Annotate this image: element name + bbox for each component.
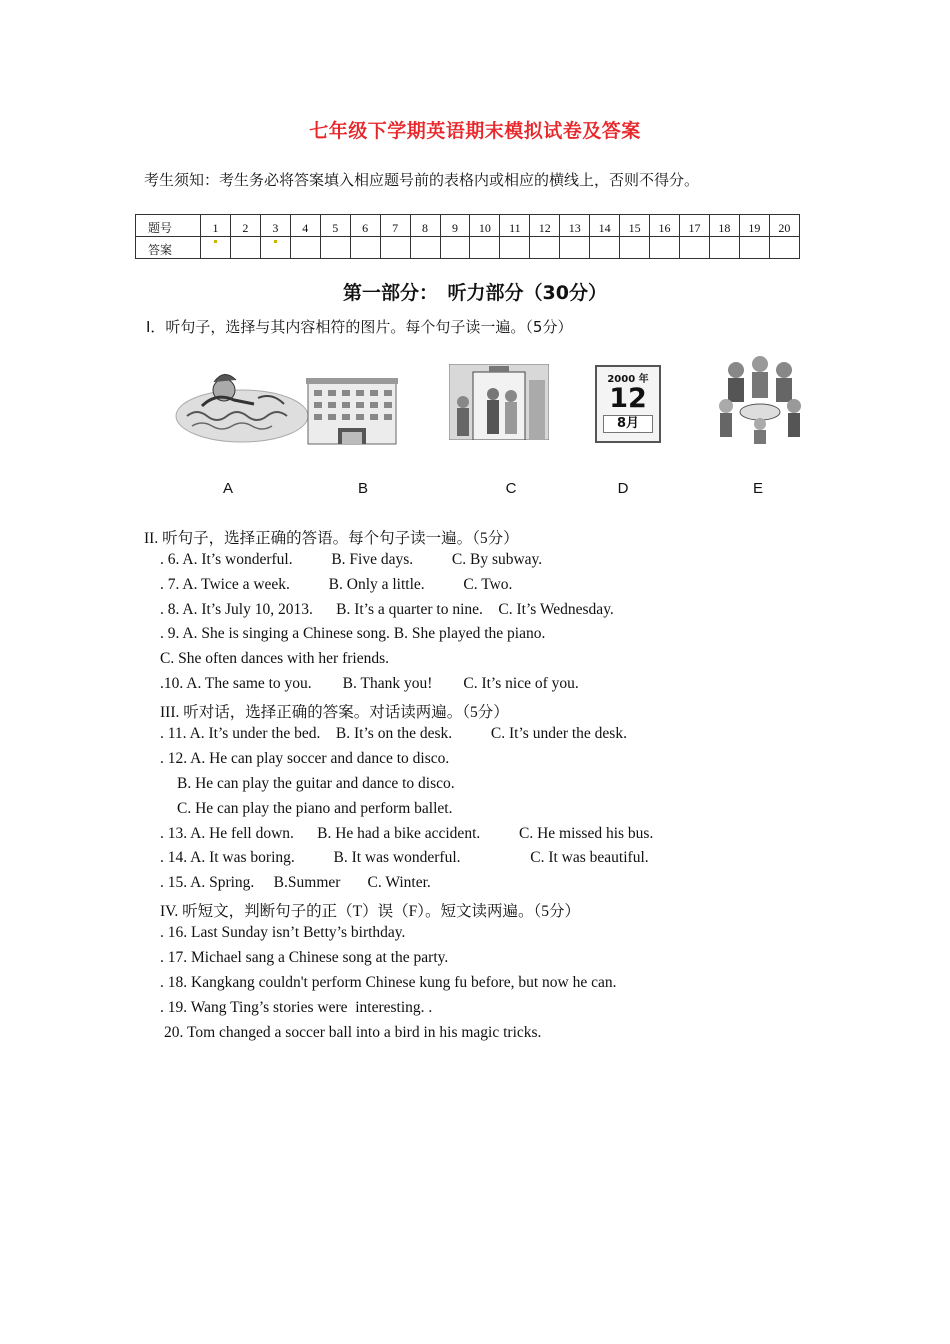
qnum: 20 xyxy=(769,215,799,237)
answer-table xyxy=(135,214,800,259)
calendar-year: 2000 年 xyxy=(607,374,649,385)
qnum: 3 xyxy=(260,215,290,237)
question-16: . 16. Last Sunday isn’t Betty’s birthday. xyxy=(160,924,406,941)
answer-cell[interactable] xyxy=(530,237,560,259)
question-10: .10. A. The same to you. B. Thank you! C. It’s nice of you. xyxy=(160,675,579,692)
answer-cell[interactable] xyxy=(201,237,231,259)
answer-cell[interactable] xyxy=(440,237,470,259)
part-one-heading: 第一部分： 听力部分（30分） xyxy=(343,282,607,304)
question-9: . 9. A. She is singing a Chinese song. B. She played the piano. xyxy=(160,625,546,642)
picture-label-e: E xyxy=(752,480,763,497)
question-14: . 14. A. It was boring. B. It was wonderful. C. It was beautiful. xyxy=(160,849,649,866)
qnum: 19 xyxy=(739,215,769,237)
question-19: . 19. Wang Ting’s stories were interesting. . xyxy=(160,999,433,1016)
qnum: 13 xyxy=(560,215,590,237)
exam-notice: 考生须知：考生务必将答案填入相应题号前的表格内或相应的横线上，否则不得分。 xyxy=(144,171,700,189)
question-12-option-c: C. He can play the piano and perform ballet. xyxy=(177,800,453,817)
question-8: . 8. A. It’s July 10, 2013. B. It’s a quarter to nine. C. It’s Wednesday. xyxy=(160,601,614,618)
qnum: 8 xyxy=(410,215,440,237)
qnum: 12 xyxy=(530,215,560,237)
document-title: 七年级下学期英语期末模拟试卷及答案 xyxy=(309,120,641,142)
picture-e-group-people xyxy=(712,352,808,444)
qnum: 7 xyxy=(380,215,410,237)
answer-cell[interactable] xyxy=(590,237,620,259)
calendar-month: 8月 xyxy=(603,415,653,433)
picture-d-calendar xyxy=(595,365,661,443)
question-11: . 11. A. It’s under the bed. B. It’s on the desk. C. It’s under the desk. xyxy=(160,725,627,742)
question-20: 20. Tom changed a soccer ball into a bird in his magic tricks. xyxy=(164,1024,542,1041)
qnum: 1 xyxy=(201,215,231,237)
picture-c-elevator-people xyxy=(449,364,549,440)
question-6: . 6. A. It’s wonderful. B. Five days. C. By subway. xyxy=(160,551,543,568)
question-18: . 18. Kangkang couldn't perform Chinese kung fu before, but now he can. xyxy=(160,974,617,991)
qnum: 15 xyxy=(620,215,650,237)
question-13: . 13. A. He fell down. B. He had a bike accident. C. He missed his bus. xyxy=(160,825,654,842)
answer-row xyxy=(136,237,800,259)
picture-label-b: B xyxy=(357,480,368,497)
answer-cell[interactable] xyxy=(500,237,530,259)
picture-a-swimming xyxy=(172,366,312,450)
qnum: 5 xyxy=(320,215,350,237)
answer-cell[interactable] xyxy=(230,237,260,259)
question-17: . 17. Michael sang a Chinese song at the party. xyxy=(160,949,449,966)
picture-label-d: D xyxy=(617,480,629,497)
section-two-heading: II. 听句子，选择正确的答语。每个句子读一遍。（5分） xyxy=(144,530,519,547)
question-9-option-c: C. She often dances with her friends. xyxy=(160,650,389,667)
answer-cell[interactable] xyxy=(470,237,500,259)
answer-cell[interactable] xyxy=(769,237,799,259)
answer-cell[interactable] xyxy=(650,237,680,259)
question-15: . 15. A. Spring. B.Summer C. Winter. xyxy=(160,874,431,891)
question-7: . 7. A. Twice a week. B. Only a little. C. Two. xyxy=(160,576,513,593)
qnum: 10 xyxy=(470,215,500,237)
qnum: 18 xyxy=(709,215,739,237)
section-one-heading: Ⅰ．听句子，选择与其内容相符的图片。每个句子读一遍。（5分） xyxy=(146,318,573,336)
qnum: 14 xyxy=(590,215,620,237)
section-four-heading: IV. 听短文，判断句子的正（T）误（F）。短文读两遍。（5分） xyxy=(160,903,580,920)
row-label-answer: 答案 xyxy=(136,237,201,259)
qnum: 17 xyxy=(680,215,710,237)
answer-cell[interactable] xyxy=(560,237,590,259)
picture-b-building xyxy=(306,378,398,446)
qnum: 9 xyxy=(440,215,470,237)
qnum: 2 xyxy=(230,215,260,237)
picture-label-a: A xyxy=(222,480,233,497)
answer-cell[interactable] xyxy=(350,237,380,259)
qnum: 4 xyxy=(290,215,320,237)
question-12: . 12. A. He can play soccer and dance to disco. xyxy=(160,750,450,767)
answer-cell[interactable] xyxy=(709,237,739,259)
answer-cell[interactable] xyxy=(410,237,440,259)
number-row xyxy=(136,215,800,237)
row-label-number: 题号 xyxy=(136,215,201,237)
picture-label-c: C xyxy=(505,480,517,497)
answer-cell[interactable] xyxy=(680,237,710,259)
answer-cell[interactable] xyxy=(620,237,650,259)
qnum: 16 xyxy=(650,215,680,237)
answer-cell[interactable] xyxy=(739,237,769,259)
question-12-option-b: B. He can play the guitar and dance to disco. xyxy=(177,775,455,792)
answer-cell[interactable] xyxy=(380,237,410,259)
answer-cell[interactable] xyxy=(320,237,350,259)
qnum: 11 xyxy=(500,215,530,237)
answer-cell[interactable] xyxy=(290,237,320,259)
section-three-heading: III. 听对话，选择正确的答案。对话读两遍。（5分） xyxy=(160,704,509,721)
calendar-day: 12 xyxy=(609,383,647,414)
qnum: 6 xyxy=(350,215,380,237)
answer-cell[interactable] xyxy=(260,237,290,259)
